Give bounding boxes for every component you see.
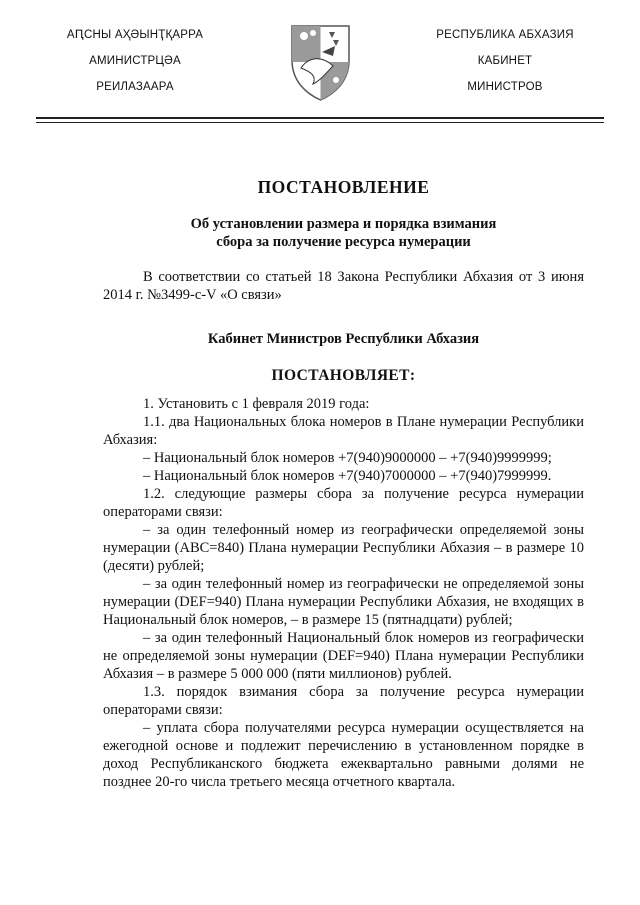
- header-left-line-2: АМИНИСТРЦӘА: [89, 55, 181, 67]
- document-subject: [103, 215, 584, 251]
- header-right-block: [400, 22, 610, 100]
- paragraph-payment: – уплата сбора получателями ресурса нумерации осуществляется на ежегодной основе и подлежит перечислению в установленном порядке в доход Республиканского бюджета ежеквартально равными долями не позднее 20-го числа третьего месяца отчетного квартала.: [103, 720, 584, 790]
- header-rule-thick: [36, 117, 604, 119]
- header-rule-thin: [36, 122, 604, 123]
- paragraph-1-2: 1.2. следующие размеры сбора за получение ресурса нумерации операторами связи:: [103, 486, 584, 520]
- paragraph-block-2: – Национальный блок номеров +7(940)7000000 – +7(940)7999999.: [143, 468, 552, 484]
- paragraph-fee-block: – за один телефонный Национальный блок номеров из географически не определяемой зоны нумерации (DEF=940) Плана нумерации Республики Абхазия – в размере 5 000 000 (пяти миллионов) рублей.: [103, 630, 584, 682]
- preamble: В соответствии со статьей 18 Закона Республики Абхазия от 3 июня 2014 г. №3499-с-V «О связи»: [103, 269, 584, 303]
- header-right-line-1: РЕСПУБЛИКА АБХАЗИЯ: [436, 29, 574, 41]
- header-right-line-3: МИНИСТРОВ: [467, 81, 543, 93]
- paragraph-fee-def: – за один телефонный номер из географически не определяемой зоны нумерации (DEF=940) Плана нумерации Республики Абхазия, не входящих в Национальный блок номеров, – в размере 15 (пятнадцати) рублей;: [103, 576, 584, 628]
- paragraph-block-1: – Национальный блок номеров +7(940)9000000 – +7(940)9999999;: [143, 450, 552, 466]
- paragraph-1-1: 1.1. два Национальных блока номеров в Плане нумерации Республики Абхазия:: [103, 414, 584, 448]
- header-left-block: [30, 22, 240, 100]
- subject-line-1: Об установлении размера и порядка взимания: [190, 216, 497, 232]
- header-left-line-1: АԤСНЫ АҲӘЫНҬҚАРРА: [66, 29, 204, 41]
- document-title: ПОСТАНОВЛЕНИЕ: [257, 177, 430, 197]
- paragraph-1-3: 1.3. порядок взимания сбора за получение ресурса нумерации операторами связи:: [103, 684, 584, 718]
- document-body: [103, 178, 584, 791]
- header-right-line-2: КАБИНЕТ: [477, 55, 533, 67]
- paragraph-fee-abc: – за один телефонный номер из географически определяемой зоны нумерации (ABC=840) Плана нумерации Республики Абхазия – в размере 10 (десяти) рублей;: [103, 522, 584, 574]
- coat-of-arms-icon: [289, 22, 352, 102]
- decree-heading: ПОСТАНОВЛЯЕТ:: [271, 367, 416, 384]
- header-left-line-3: РЕИЛАЗААРА: [96, 81, 174, 93]
- subject-line-2: сбора за получение ресурса нумерации: [216, 234, 471, 250]
- paragraph-1: 1. Установить с 1 февраля 2019 года:: [143, 396, 370, 412]
- authority: Кабинет Министров Республики Абхазия: [207, 331, 480, 347]
